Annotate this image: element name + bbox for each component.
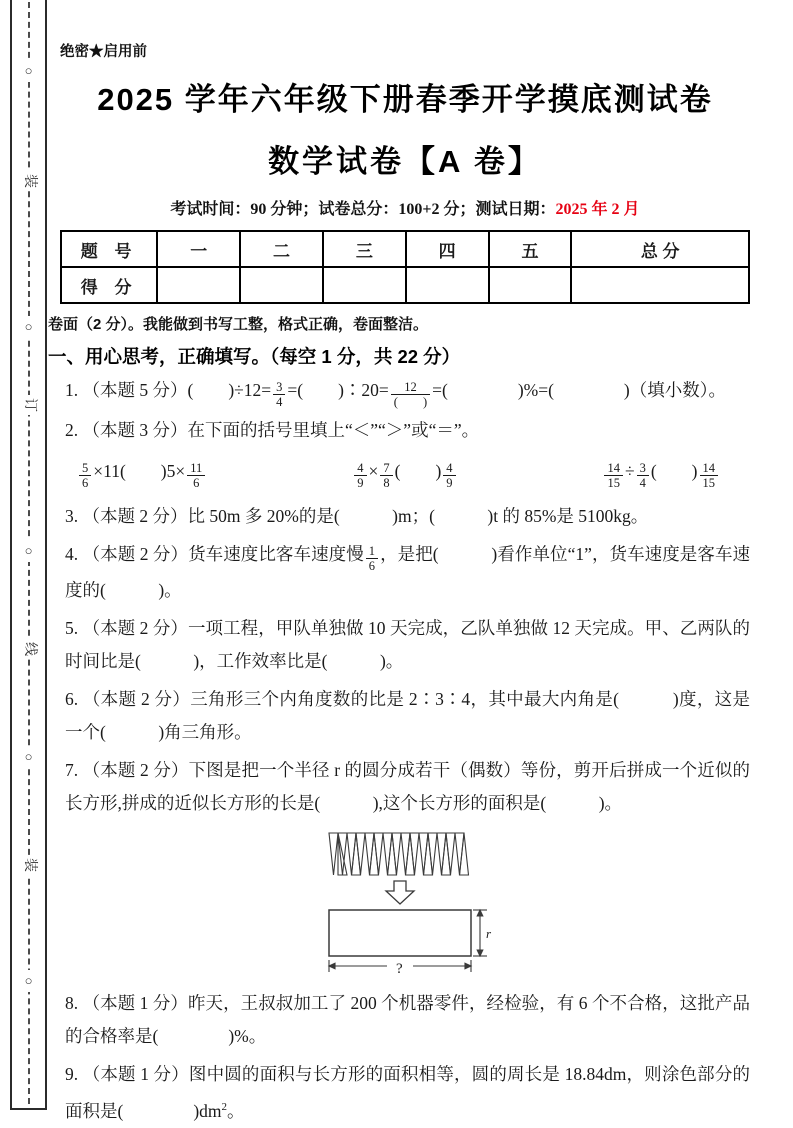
score-table-cell: 二 — [240, 231, 323, 267]
seal-char-zhuang: 装 — [18, 855, 40, 875]
fraction-numerator: 4 — [443, 461, 455, 476]
question-points: （本题 2 分） — [82, 617, 188, 638]
fraction-denominator: ( ) — [393, 395, 428, 409]
fraction-numerator: 14 — [604, 461, 623, 476]
paper-title: 2025 学年六年级下册春季开学摸底测试卷 — [97, 82, 713, 117]
score-table-cell: 三 — [323, 231, 406, 267]
rectangle-shape — [329, 910, 471, 956]
seal-binding-column — [10, 0, 47, 1110]
fraction — [79, 461, 91, 491]
r-label: r — [486, 925, 492, 941]
score-table-cell: 得 分 — [61, 267, 157, 303]
question-text: 货车速度比客车速度慢 — [188, 544, 364, 565]
paper-content — [48, 40, 751, 1128]
question-text: 在下面的括号里填上“＜”“＞”或“＝”。 — [187, 420, 480, 441]
question-9 — [60, 1058, 750, 1128]
comparison-text: ÷ — [624, 461, 635, 482]
question-text: =( )%=( )（填小数）。 — [432, 380, 727, 400]
fraction-denominator: 6 — [193, 476, 200, 491]
fraction-numerator: 3 — [273, 380, 285, 395]
exam-info-text: 考试时间：90 分钟；试卷总分：100+2 分；测试日期： — [170, 201, 556, 218]
question-number: 8. — [65, 992, 79, 1013]
score-table-cell: 五 — [489, 231, 572, 267]
question-points: （本题 1 分） — [82, 992, 188, 1013]
fraction — [604, 461, 623, 491]
score-table-cell: 一 — [157, 231, 240, 267]
fraction-denominator: 9 — [357, 476, 364, 491]
paper-subtitle: 数学试卷【A 卷】 — [268, 144, 542, 179]
question-text: 下图是把一个半径 r 的圆分成若干（偶数）等份，剪开后拼成一个近似的长方形,拼成的近似长方形的长是( ),这个长方形的面积是( )。 — [65, 759, 751, 813]
diagram-svg — [299, 830, 511, 982]
fraction — [391, 380, 430, 410]
score-table-cell: 总 分 — [571, 231, 749, 267]
question-points: （本题 2 分） — [82, 544, 189, 565]
down-arrow-icon — [386, 881, 414, 904]
fraction-denominator: 8 — [383, 476, 390, 491]
fraction — [366, 544, 378, 574]
fraction — [637, 461, 649, 491]
score-table-header-row — [61, 231, 749, 267]
score-table-cell: 题 号 — [61, 231, 157, 267]
comparison-row — [65, 447, 750, 495]
score-input-cell[interactable] — [571, 267, 749, 303]
seal-circle-icon: ○ — [19, 316, 39, 338]
fraction — [354, 461, 366, 491]
fraction — [187, 461, 205, 491]
question-6 — [60, 683, 750, 749]
sector-strip — [329, 833, 469, 875]
seal-char-xian: 线 — [18, 639, 40, 659]
fraction-numerator: 12 — [391, 380, 430, 395]
score-input-cell[interactable] — [157, 267, 240, 303]
question-number: 2. — [65, 420, 79, 441]
question-text: 。 — [227, 1100, 245, 1121]
question-points: （本题 2 分） — [82, 688, 191, 709]
seal-circle-icon: ○ — [19, 540, 39, 562]
question-number: 5. — [65, 617, 79, 638]
fraction-numerator: 7 — [380, 461, 392, 476]
section-1-heading: 一、用心思考，正确填写。（每空 1 分，共 22 分） — [48, 346, 461, 367]
question-8 — [60, 987, 750, 1053]
fraction — [443, 461, 455, 491]
question-points: （本题 2 分） — [82, 759, 189, 780]
question-text: ( )÷12= — [187, 380, 272, 400]
question-3 — [60, 500, 750, 533]
fraction-numerator: 1 — [366, 544, 378, 559]
score-input-cell[interactable] — [240, 267, 323, 303]
fraction-denominator: 6 — [82, 476, 89, 491]
fraction-denominator: 4 — [276, 395, 283, 409]
seal-char-ding: 订 — [18, 395, 40, 415]
superscript: 2 — [221, 1100, 228, 1113]
score-table-score-row — [61, 267, 749, 303]
question-number: 7. — [65, 759, 79, 780]
seal-circle-icon: ○ — [19, 60, 39, 82]
fraction-numerator: 3 — [637, 461, 649, 476]
comparison-item-1 — [77, 449, 207, 493]
score-input-cell[interactable] — [406, 267, 489, 303]
question-2 — [60, 414, 750, 495]
question-points: （本题 5 分） — [82, 380, 188, 400]
seal-circle-icon: ○ — [19, 746, 39, 768]
score-input-cell[interactable] — [489, 267, 572, 303]
fraction-numerator: 4 — [354, 461, 366, 476]
fraction — [273, 380, 285, 410]
exam-info-line — [60, 196, 750, 219]
question-1 — [60, 374, 750, 409]
exam-date: 2025 年 2 月 — [555, 201, 640, 218]
r-dimension — [473, 910, 487, 956]
score-table-cell: 四 — [406, 231, 489, 267]
fraction — [380, 461, 392, 491]
score-input-cell[interactable] — [323, 267, 406, 303]
comparison-text: ×11( )5× — [93, 461, 186, 482]
fraction-denominator: 15 — [607, 476, 620, 491]
comparison-text: ( ) — [394, 461, 442, 482]
question-points: （本题 3 分） — [82, 420, 188, 441]
question-number: 6. — [65, 688, 79, 709]
question-text: ，是把( )看作单位“1”，货车速度是客车速度的( )。 — [65, 544, 751, 600]
comparison-text: ( ) — [650, 461, 698, 482]
seal-char-zhuang: 装 — [18, 171, 40, 191]
comparison-item-3 — [602, 449, 720, 493]
question-number: 4. — [65, 544, 79, 565]
question-number: 9. — [65, 1063, 79, 1084]
fraction-numerator: 5 — [79, 461, 91, 476]
question-4 — [60, 538, 750, 606]
question-7 — [60, 754, 750, 820]
fraction-denominator: 4 — [639, 476, 646, 491]
comparison-text: × — [368, 461, 379, 482]
question-text: 三角形三个内角度数的比是 2∶3∶4，其中最大内角是( )度，这是一个( )角三角形。 — [65, 688, 751, 742]
question-text: 图中圆的面积与长方形的面积相等，圆的周长是 18.84dm，则涂色部分的面积是( )dm — [65, 1063, 751, 1121]
question-text: 一项工程，甲队单独做 10 天完成，乙队单独做 12 天完成。甲、乙两队的时间比是( )，工作效率比是( )。 — [65, 617, 750, 671]
fraction-numerator: 11 — [187, 461, 205, 476]
fraction-denominator: 6 — [368, 559, 376, 574]
fraction-denominator: 9 — [446, 476, 453, 491]
question-points: （本题 1 分） — [82, 1063, 189, 1084]
question-text: =( )∶20= — [287, 380, 389, 400]
score-table — [60, 230, 750, 304]
question-text: 昨天，王叔叔加工了 200 个机器零件，经检验，有 6 个不合格，这批产品的合格率是( )%。 — [65, 992, 750, 1046]
fraction — [700, 461, 719, 491]
secret-label: 绝密★启用前 — [60, 44, 147, 60]
seal-circle-icon: ○ — [19, 970, 39, 992]
question-number: 3. — [65, 506, 79, 527]
question-text: 比 50m 多 20%的是( )m；( )t 的 85%是 5100kg。 — [187, 506, 649, 527]
question-5 — [60, 612, 750, 678]
comparison-item-2 — [352, 449, 457, 493]
question-points: （本题 2 分） — [82, 506, 188, 527]
length-question-label: ? — [396, 960, 403, 977]
neatness-note: 卷面（2 分）。我能做到书写工整，格式正确，卷面整洁。 — [48, 316, 429, 333]
question-number: 1. — [65, 380, 79, 400]
circle-to-rectangle-diagram — [299, 830, 511, 982]
fraction-denominator: 15 — [702, 476, 715, 491]
fraction-numerator: 14 — [700, 461, 719, 476]
